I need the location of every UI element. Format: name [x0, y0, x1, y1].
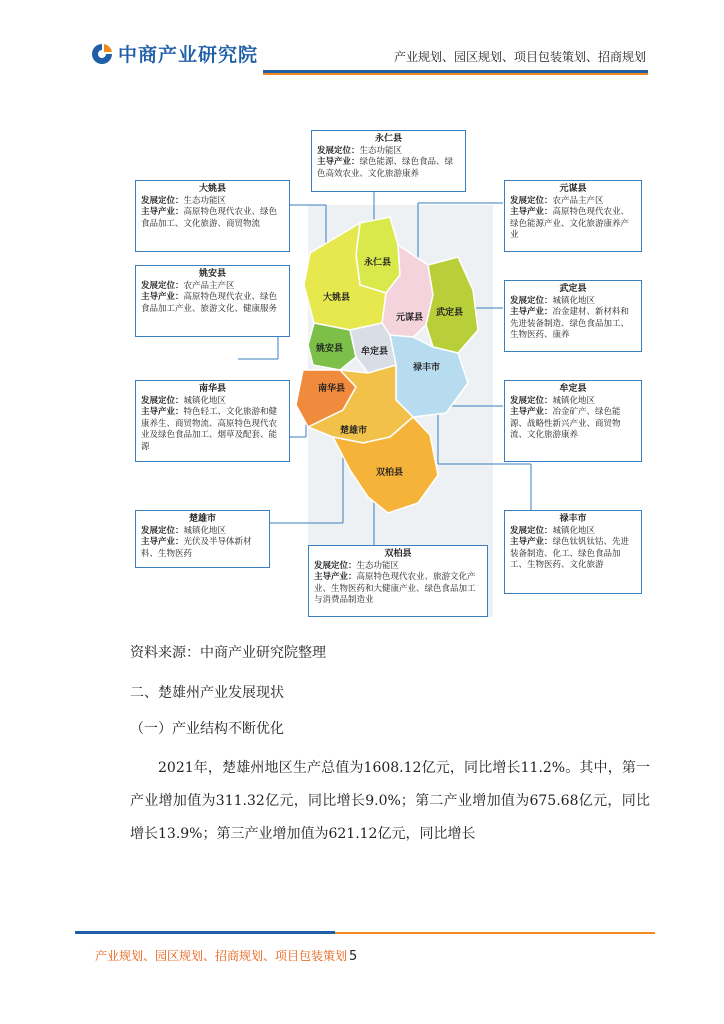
- info-box-yongren: [311, 130, 466, 192]
- position-label: 发展定位：: [510, 525, 553, 536]
- industry-value: 高原特色现代农业、绿色食品加工、文化旅游、商贸物流: [141, 207, 278, 229]
- position-value: 生态功能区: [183, 195, 227, 206]
- header-tagline: 产业规划、园区规划、项目包装策划、招商规划: [393, 50, 646, 64]
- position-value: 农产品主产区: [552, 195, 604, 206]
- industry-value: 绿色能源、绿色食品、绿色高效农业、文化旅游康养: [317, 157, 454, 179]
- info-box-chuxiong: [135, 510, 270, 568]
- page-footer: [95, 947, 357, 964]
- position-label: 发展定位：: [141, 195, 184, 206]
- region-yongren: [356, 217, 400, 293]
- info-box-wuding: [504, 280, 642, 352]
- industry-value: 高原特色现代农业、旅游文化产业、生物医药和大健康产业、绿色食品加工与消费品制造业: [314, 572, 476, 605]
- box-title: 武定县: [559, 284, 587, 294]
- position-value: 生态功能区: [359, 145, 403, 156]
- industry-value: 特色轻工、文化旅游和健康养生、商贸物流、高原特色现代农业及绿色食品加工、烟草及配套、能源: [141, 407, 278, 452]
- industry-value: 冶金矿产、绿色能源、战略性新兴产业、商贸物流、文化旅游康养: [510, 407, 621, 440]
- position-label: 发展定位：: [314, 560, 357, 571]
- box-title: 南华县: [198, 384, 226, 394]
- header-divider-accent: [263, 73, 648, 75]
- figure-source: 资料来源：中商产业研究院整理: [130, 645, 326, 661]
- position-label: 发展定位：: [510, 295, 553, 306]
- position-value: 城镇化地区: [552, 525, 596, 536]
- info-box-yaoan: [135, 265, 290, 337]
- box-title: 禄丰市: [559, 514, 587, 524]
- industry-label: 主导产业：: [141, 207, 184, 217]
- map-label-wuding: 武定县: [436, 308, 464, 318]
- industry-label: 主导产业：: [141, 292, 184, 302]
- position-value: 生态功能区: [356, 560, 400, 571]
- map-label-yuanmou: 元谋县: [396, 313, 424, 323]
- industry-map-figure: [128, 125, 648, 625]
- info-box-nanhua: [135, 380, 290, 462]
- box-title: 姚安县: [198, 269, 226, 279]
- info-box-yuanmou: [504, 180, 642, 252]
- map-label-chuxiong: 楚雄市: [340, 426, 368, 436]
- industry-value: 绿色钛钒钛钴、先进装备制造、化工、绿色食品加工、生物医药、文化旅游: [510, 537, 630, 570]
- subsection-heading: （一）产业结构不断优化: [130, 721, 284, 737]
- industry-label: 主导产业：: [141, 537, 184, 547]
- page-header: [0, 0, 724, 80]
- logo-icon: [90, 42, 114, 66]
- map-label-shuangbai: 双柏县: [376, 468, 404, 478]
- industry-value: 冶金建材、新材料和先进装备制造、绿色食品加工、生物医药、康养: [510, 307, 630, 340]
- map-label-dayao: 大姚县: [323, 293, 351, 303]
- position-value: 城镇化地区: [183, 525, 227, 536]
- industry-value: 光伏及半导体新材料、生物医药: [141, 537, 252, 559]
- position-label: 发展定位：: [510, 195, 553, 206]
- box-title: 永仁县: [374, 134, 402, 144]
- company-logo: [90, 40, 258, 67]
- industry-label: 主导产业：: [510, 537, 553, 547]
- map-label-mouding: 牟定县: [361, 347, 389, 357]
- position-value: 城镇化地区: [552, 395, 596, 406]
- position-label: 发展定位：: [510, 395, 553, 406]
- body-paragraph: 2021年，楚雄州地区生产总值为1608.12亿元，同比增长11.2%。其中，第一产业增加值为311.32亿元，同比增长9.0%；第二产业增加值为675.68亿元，同比增长13.9%；第三产业增加值为621.12亿元，同比增长: [130, 760, 650, 842]
- box-title: 元谋县: [559, 184, 587, 194]
- industry-label: 主导产业：: [141, 407, 184, 417]
- info-box-lufeng: [504, 510, 642, 594]
- box-title: 楚雄市: [188, 514, 216, 524]
- industry-label: 主导产业：: [510, 207, 553, 217]
- industry-label: 主导产业：: [510, 407, 553, 417]
- position-label: 发展定位：: [141, 395, 184, 406]
- map-label-lufeng: 禄丰市: [413, 363, 441, 373]
- info-box-shuangbai: [308, 545, 488, 617]
- map-label-yaoan: 姚安县: [316, 344, 344, 354]
- map-label-yongren: 永仁县: [364, 258, 392, 268]
- box-title: 牟定县: [559, 384, 587, 394]
- info-box-dayao: [135, 180, 290, 252]
- industry-label: 主导产业：: [314, 572, 357, 582]
- logo-text: 中商产业研究院: [118, 44, 259, 66]
- footer-tagline: 产业规划、园区规划、招商规划、项目包装策划: [95, 949, 348, 963]
- footer-divider: [75, 931, 335, 934]
- industry-label: 主导产业：: [510, 307, 553, 317]
- map-label-nanhua: 南华县: [318, 384, 346, 394]
- position-label: 发展定位：: [141, 280, 184, 291]
- position-label: 发展定位：: [317, 145, 360, 156]
- position-value: 农产品主产区: [183, 280, 235, 291]
- position-value: 城镇化地区: [183, 395, 227, 406]
- info-box-mouding: [504, 380, 642, 462]
- position-label: 发展定位：: [141, 525, 184, 536]
- box-title: 大姚县: [198, 184, 226, 194]
- industry-value: 高原特色现代农业、绿色能源产业、文化旅游康养产业: [510, 207, 630, 240]
- industry-value: 高原特色现代农业、绿色食品加工产业、旅游文化、健康服务: [141, 292, 278, 314]
- box-title: 双柏县: [384, 549, 412, 559]
- position-value: 城镇化地区: [552, 295, 596, 306]
- footer-divider-accent: [335, 932, 655, 934]
- page-number: 5: [349, 949, 358, 964]
- industry-label: 主导产业：: [317, 157, 360, 167]
- section-heading: 二、楚雄州产业发展现状: [130, 685, 284, 701]
